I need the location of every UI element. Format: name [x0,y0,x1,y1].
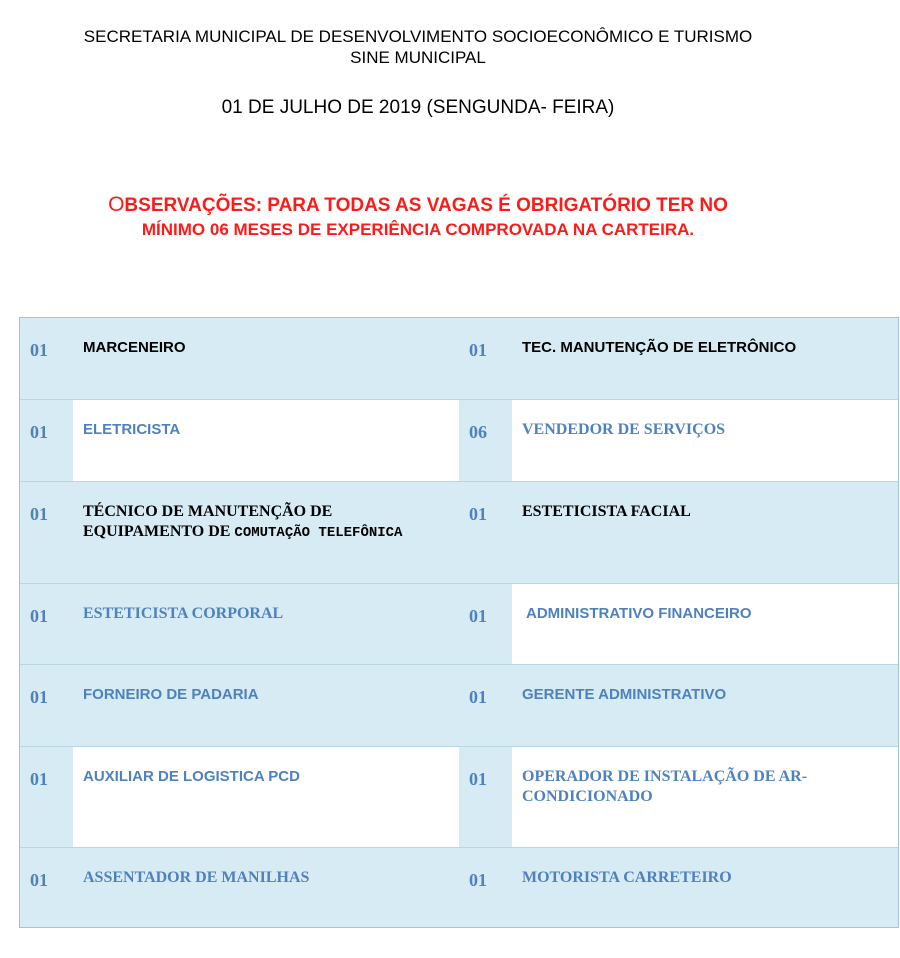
header-secretariat: SECRETARIA MUNICIPAL DE DESENVOLVIMENTO SOCIOECONÔMICO E TURISMO [83,27,753,46]
job-title: MARCENEIRO [73,318,459,399]
job-quantity: 01 [459,747,512,847]
job-title: ADMINISTRATIVO FINANCEIRO [512,584,898,664]
job-title-part: TÉCNICO DE MANUTENÇÃO DE EQUIPAMENTO DE [83,503,333,540]
job-cell [20,584,459,664]
job-cell [20,747,459,847]
observation-line-1 [0,193,836,217]
job-quantity: 01 [459,665,512,746]
job-title: FORNEIRO DE PADARIA [73,665,459,746]
job-cell [20,400,459,481]
job-quantity: 01 [459,482,512,583]
job-title: ELETRICISTA [73,400,459,481]
job-title [73,482,459,583]
table-row [20,746,898,847]
job-quantity: 06 [459,400,512,481]
table-row [20,399,898,481]
job-cell [459,665,898,746]
job-title: ESTETICISTA FACIAL [512,482,898,583]
job-vacancy-table [19,317,899,928]
job-quantity: 01 [20,747,73,847]
job-cell [459,482,898,583]
job-quantity: 01 [459,584,512,664]
job-title: GERENTE ADMINISTRATIVO [512,665,898,746]
job-cell [20,318,459,399]
job-title: ASSENTADOR DE MANILHAS [73,848,459,927]
job-cell [459,848,898,927]
job-cell [459,400,898,481]
job-title: AUXILIAR DE LOGISTICA PCD [73,747,459,847]
page-date: 01 DE JULHO DE 2019 (SENGUNDA- FEIRA) [221,97,615,118]
job-cell [459,747,898,847]
job-quantity: 01 [20,848,73,927]
job-quantity: 01 [20,482,73,583]
table-row [20,318,898,399]
job-title: VENDEDOR DE SERVIÇOS [512,400,898,481]
job-quantity: 01 [20,665,73,746]
job-title: OPERADOR DE INSTALAÇÃO DE AR-CONDICIONADO [512,747,898,847]
table-row [20,664,898,746]
job-quantity: 01 [459,848,512,927]
job-title: ESTETICISTA CORPORAL [73,584,459,664]
observation-line-2: MÍNIMO 06 MESES DE EXPERIÊNCIA COMPROVADA NA CARTEIRA. [141,220,695,239]
job-quantity: 01 [459,318,512,399]
table-row [20,583,898,664]
job-title: TEC. MANUTENÇÃO DE ELETRÔNICO [512,318,898,399]
job-quantity: 01 [20,318,73,399]
job-cell [20,482,459,583]
observation-first-letter: O [108,193,125,216]
job-title: MOTORISTA CARRETEIRO [512,848,898,927]
header-sine: SINE MUNICIPAL [350,48,486,67]
job-cell [459,318,898,399]
table-row [20,847,898,927]
job-quantity: 01 [20,400,73,481]
job-cell [20,848,459,927]
table-row [20,481,898,583]
job-cell [459,584,898,664]
observation-line-1-text: BSERVAÇÕES: PARA TODAS AS VAGAS É OBRIGATÓRIO TER NO [124,195,728,216]
job-title-part: COMUTAÇÃO TELEFÔNICA [234,525,403,541]
job-quantity: 01 [20,584,73,664]
job-cell [20,665,459,746]
